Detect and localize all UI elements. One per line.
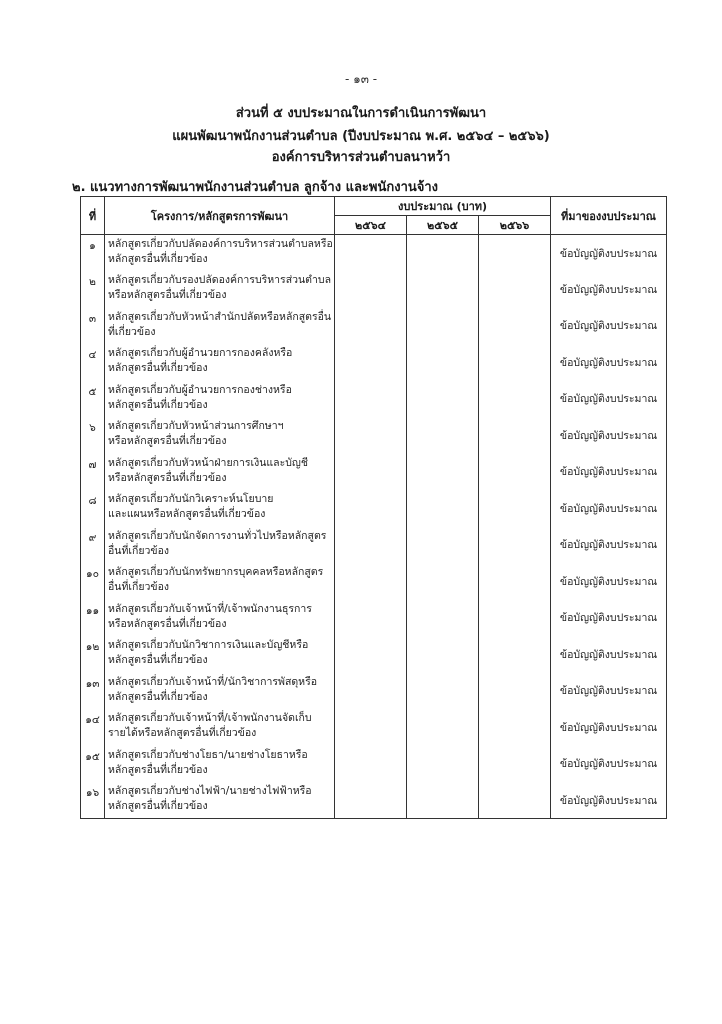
- row-budget-2566: [479, 746, 551, 783]
- row-budget-2566: [479, 381, 551, 418]
- row-source: ข้อบัญญัติงบประมาณ: [551, 746, 667, 783]
- row-project-line-1: หลักสูตรเกี่ยวกับนักจัดการงานทั่วไปหรือหลักสูตร: [108, 529, 327, 542]
- row-project-line-2: หลักสูตรอื่นที่เกี่ยวข้อง: [108, 800, 208, 812]
- row-budget-2565: [407, 527, 479, 564]
- row-number: ๒: [81, 271, 105, 308]
- row-budget-2564: [335, 600, 407, 637]
- row-project-line-2: อื่นที่เกี่ยวข้อง: [108, 544, 170, 557]
- row-project: [105, 636, 335, 673]
- row-budget-2564: [335, 636, 407, 673]
- row-number: ๑๒: [81, 636, 105, 673]
- row-source: ข้อบัญญัติงบประมาณ: [551, 271, 667, 308]
- header-source: ที่มาของงบประมาณ: [551, 197, 667, 235]
- table-row: [81, 782, 667, 819]
- row-budget-2565: [407, 782, 479, 819]
- row-budget-2564: [335, 746, 407, 783]
- header-year-2565: ๒๕๖๕: [407, 216, 479, 235]
- row-number: ๕: [81, 381, 105, 418]
- row-project-line-1: หลักสูตรเกี่ยวกับนักทรัพยากรบุคคลหรือหลักสูตร: [108, 566, 324, 578]
- row-budget-2564: [335, 271, 407, 308]
- table-row: [81, 308, 667, 345]
- row-source: ข้อบัญญัติงบประมาณ: [551, 490, 667, 527]
- row-project-line-2: หลักสูตรอื่นที่เกี่ยวข้อง: [108, 763, 208, 776]
- row-project-line-1: หลักสูตรเกี่ยวกับหัวหน้าส่วนการศึกษาฯ: [108, 420, 284, 432]
- row-project-line-2: อื่นที่เกี่ยวข้อง: [108, 581, 170, 593]
- row-budget-2564: [335, 235, 407, 272]
- row-budget-2565: [407, 308, 479, 345]
- row-project: [105, 490, 335, 527]
- row-budget-2564: [335, 344, 407, 381]
- row-project: [105, 709, 335, 746]
- row-source: ข้อบัญญัติงบประมาณ: [551, 235, 667, 272]
- row-number: ๑๕: [81, 746, 105, 783]
- row-budget-2565: [407, 454, 479, 491]
- row-budget-2565: [407, 417, 479, 454]
- header-no: ที่: [81, 197, 105, 235]
- row-project-line-1: หลักสูตรเกี่ยวกับเจ้าหน้าที่/นักวิชาการพัสดุหรือ: [108, 675, 318, 688]
- row-project-line-2: รายได้หรือหลักสูตรอื่นที่เกี่ยวข้อง: [108, 727, 257, 739]
- table-row: [81, 454, 667, 491]
- document-title-line-2: แผนพัฒนาพนักงานส่วนตำบล (ปีงบประมาณ พ.ศ. ๒๕๖๔ – ๒๕๖๖): [172, 129, 550, 144]
- row-project-line-1: หลักสูตรเกี่ยวกับช่างโยธา/นายช่างโยธาหรือ: [108, 748, 308, 761]
- row-budget-2566: [479, 490, 551, 527]
- row-project-line-2: หรือหลักสูตรอื่นที่เกี่ยวข้อง: [108, 289, 227, 301]
- document-title-line-1: ส่วนที่ ๕ งบประมาณในการดำเนินการพัฒนา: [235, 106, 487, 121]
- row-project: [105, 600, 335, 637]
- table-row: [81, 490, 667, 527]
- row-project: [105, 381, 335, 418]
- table-row: [81, 344, 667, 381]
- table-row: [81, 417, 667, 454]
- row-project-line-2: หรือหลักสูตรอื่นที่เกี่ยวข้อง: [108, 435, 227, 447]
- row-number: ๑๐: [81, 563, 105, 600]
- row-project: [105, 417, 335, 454]
- table-row: [81, 527, 667, 564]
- row-budget-2566: [479, 527, 551, 564]
- row-project: [105, 271, 335, 308]
- row-number: ๑๔: [81, 709, 105, 746]
- row-budget-2566: [479, 454, 551, 491]
- row-number: ๓: [81, 308, 105, 345]
- table-row: [81, 600, 667, 637]
- row-number: ๑๖: [81, 782, 105, 819]
- row-project: [105, 344, 335, 381]
- row-source: ข้อบัญญัติงบประมาณ: [551, 344, 667, 381]
- row-source: ข้อบัญญัติงบประมาณ: [551, 600, 667, 637]
- row-project-line-1: หลักสูตรเกี่ยวกับเจ้าหน้าที่/เจ้าพนักงานจัดเก็บ: [108, 712, 312, 724]
- row-budget-2566: [479, 308, 551, 345]
- row-project-line-1: หลักสูตรเกี่ยวกับหัวหน้าสำนักปลัดหรือหลักสูตรอื่น: [108, 310, 332, 323]
- row-number: ๑๑: [81, 600, 105, 637]
- row-project-line-1: หลักสูตรเกี่ยวกับนักวิเคราะห์นโยบาย: [108, 493, 274, 505]
- table-row: [81, 235, 667, 272]
- row-project-line-2: หลักสูตรอื่นที่เกี่ยวข้อง: [108, 398, 208, 411]
- row-source: ข้อบัญญัติงบประมาณ: [551, 673, 667, 710]
- row-source: ข้อบัญญัติงบประมาณ: [551, 308, 667, 345]
- row-budget-2564: [335, 782, 407, 819]
- row-number: ๙: [81, 527, 105, 564]
- table-row: [81, 673, 667, 710]
- row-budget-2565: [407, 709, 479, 746]
- row-project-line-1: หลักสูตรเกี่ยวกับช่างไฟฟ้า/นายช่างไฟฟ้าหรือ: [108, 785, 312, 797]
- row-budget-2565: [407, 490, 479, 527]
- row-project: [105, 746, 335, 783]
- row-budget-2565: [407, 271, 479, 308]
- row-number: ๔: [81, 344, 105, 381]
- row-project-line-1: หลักสูตรเกี่ยวกับเจ้าหน้าที่/เจ้าพนักงานธุรการ: [108, 602, 312, 615]
- table-row: [81, 271, 667, 308]
- row-project-line-2: หลักสูตรอื่นที่เกี่ยวข้อง: [108, 362, 208, 374]
- row-project-line-2: หลักสูตรอื่นที่เกี่ยวข้อง: [108, 253, 208, 265]
- table-row: [81, 709, 667, 746]
- row-budget-2566: [479, 417, 551, 454]
- row-source: ข้อบัญญัติงบประมาณ: [551, 782, 667, 819]
- row-project-line-2: หลักสูตรอื่นที่เกี่ยวข้อง: [108, 654, 208, 666]
- row-number: ๑๓: [81, 673, 105, 710]
- row-budget-2564: [335, 673, 407, 710]
- row-budget-2564: [335, 709, 407, 746]
- table-row: [81, 746, 667, 783]
- row-budget-2565: [407, 746, 479, 783]
- row-budget-2566: [479, 782, 551, 819]
- row-budget-2566: [479, 563, 551, 600]
- row-project: [105, 308, 335, 345]
- row-number: ๖: [81, 417, 105, 454]
- row-project: [105, 235, 335, 272]
- row-budget-2566: [479, 344, 551, 381]
- row-budget-2564: [335, 454, 407, 491]
- row-budget-2565: [407, 673, 479, 710]
- row-source: ข้อบัญญัติงบประมาณ: [551, 563, 667, 600]
- table-row: [81, 636, 667, 673]
- page-number: - ๑๓ -: [344, 72, 378, 86]
- section-heading: ๒. แนวทางการพัฒนาพนักงานส่วนตำบล ลูกจ้าง และพนักงานจ้าง: [72, 180, 439, 195]
- table-row: [81, 381, 667, 418]
- row-budget-2565: [407, 235, 479, 272]
- row-budget-2564: [335, 308, 407, 345]
- row-budget-2566: [479, 709, 551, 746]
- row-source: ข้อบัญญัติงบประมาณ: [551, 417, 667, 454]
- row-project: [105, 454, 335, 491]
- row-project-line-2: หรือหลักสูตรอื่นที่เกี่ยวข้อง: [108, 471, 227, 484]
- row-project-line-1: หลักสูตรเกี่ยวกับนักวิชาการเงินและบัญชีหรือ: [108, 639, 309, 651]
- document-title-line-3: องค์การบริหารส่วนตำบลนาหว้า: [271, 150, 451, 165]
- row-source: ข้อบัญญัติงบประมาณ: [551, 636, 667, 673]
- row-project-line-1: หลักสูตรเกี่ยวกับรองปลัดองค์การบริหารส่วนตำบล: [108, 274, 331, 286]
- header-project: โครงการ/หลักสูตรการพัฒนา: [105, 197, 335, 235]
- row-project-line-2: และแผนหรือหลักสูตรอื่นที่เกี่ยวข้อง: [108, 508, 266, 520]
- row-source: ข้อบัญญัติงบประมาณ: [551, 381, 667, 418]
- row-source: ข้อบัญญัติงบประมาณ: [551, 709, 667, 746]
- row-budget-2566: [479, 600, 551, 637]
- row-number: ๘: [81, 490, 105, 527]
- row-project-line-1: หลักสูตรเกี่ยวกับผู้อำนวยการกองช่างหรือ: [108, 383, 292, 396]
- header-year-2566: ๒๕๖๖: [479, 216, 551, 235]
- row-budget-2566: [479, 271, 551, 308]
- row-project-line-1: หลักสูตรเกี่ยวกับหัวหน้าฝ่ายการเงินและบัญชี: [108, 456, 308, 469]
- header-year-2564: ๒๕๖๔: [335, 216, 407, 235]
- table-body: [81, 235, 667, 819]
- row-budget-2565: [407, 381, 479, 418]
- row-budget-2565: [407, 563, 479, 600]
- table-row: [81, 563, 667, 600]
- row-project: [105, 782, 335, 819]
- row-budget-2565: [407, 344, 479, 381]
- row-source: ข้อบัญญัติงบประมาณ: [551, 527, 667, 564]
- row-project-line-2: ที่เกี่ยวข้อง: [108, 325, 156, 338]
- row-number: ๑: [81, 235, 105, 272]
- row-project-line-2: หลักสูตรอื่นที่เกี่ยวข้อง: [108, 690, 208, 703]
- row-project-line-1: หลักสูตรเกี่ยวกับผู้อำนวยการกองคลังหรือ: [108, 347, 293, 359]
- row-budget-2564: [335, 381, 407, 418]
- row-budget-2566: [479, 673, 551, 710]
- row-budget-2564: [335, 417, 407, 454]
- row-budget-2564: [335, 563, 407, 600]
- row-project: [105, 563, 335, 600]
- row-project: [105, 527, 335, 564]
- row-budget-2565: [407, 600, 479, 637]
- row-project: [105, 673, 335, 710]
- row-project-line-1: หลักสูตรเกี่ยวกับปลัดองค์การบริหารส่วนตำบลหรือ: [108, 238, 333, 250]
- row-project-line-2: หรือหลักสูตรอื่นที่เกี่ยวข้อง: [108, 617, 227, 630]
- row-budget-2566: [479, 235, 551, 272]
- row-number: ๗: [81, 454, 105, 491]
- row-budget-2564: [335, 490, 407, 527]
- row-budget-2566: [479, 636, 551, 673]
- header-budget: งบประมาณ (บาท): [335, 197, 551, 216]
- row-budget-2564: [335, 527, 407, 564]
- row-budget-2565: [407, 636, 479, 673]
- budget-table: [80, 196, 667, 819]
- row-source: ข้อบัญญัติงบประมาณ: [551, 454, 667, 491]
